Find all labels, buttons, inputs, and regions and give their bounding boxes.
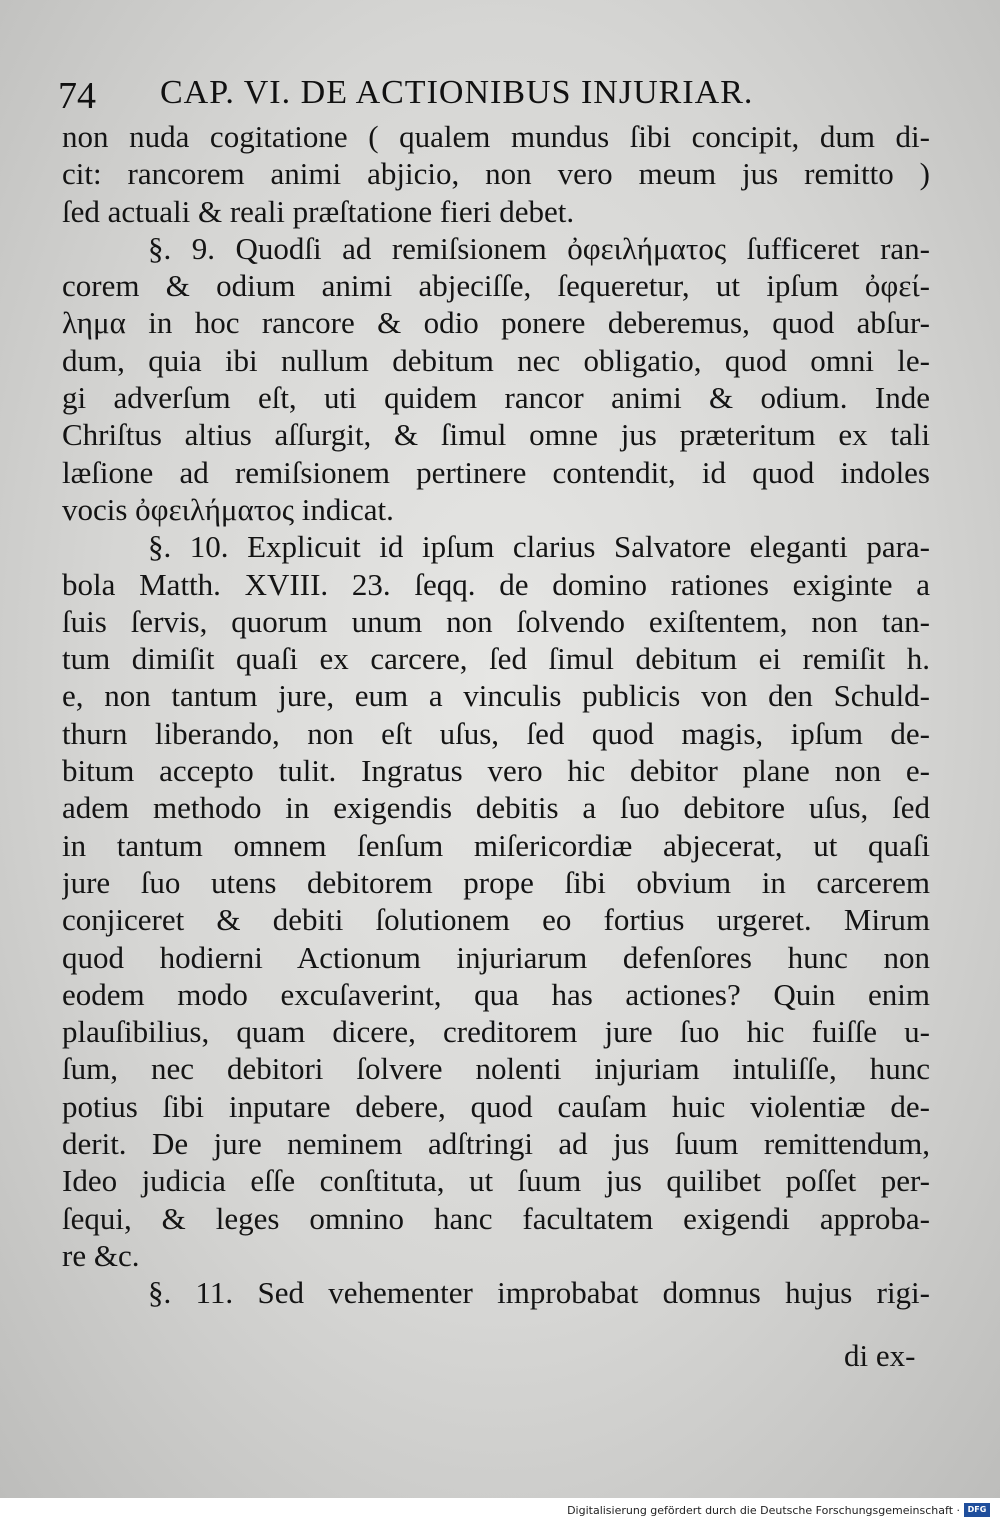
text-line: cit: rancorem animi abjicio, non vero meum jus remitto ) [62, 156, 930, 192]
text-line: læſione ad remiſsionem pertinere contendit, id quod indoles [62, 454, 930, 490]
text-line: re &c. [62, 1237, 140, 1273]
text-line: bitum accepto tulit. Ingratus vero hic debitor plane non e- [62, 753, 930, 789]
text-line: vocis ὀφειλήματος indicat. [62, 491, 394, 527]
text-line: conjiceret & debiti ſolutionem eo fortius urgeret. Mirum [62, 902, 930, 938]
text-line: eodem modo excuſaverint, qua has actiones? Quin enim [62, 976, 930, 1012]
text-line: dum, quia ibi nullum debitum nec obligatio, quod omni le- [62, 342, 930, 378]
text-line: λημα in hoc rancore & odio ponere deberemus, quod abſur- [62, 305, 930, 341]
text-line: non nuda cogitatione ( qualem mundus ſibi concipit, dum di- [62, 119, 930, 154]
text-line: ſuis ſervis, quorum unum non ſolvendo exiſtentem, non tan- [62, 603, 930, 639]
footer-credit: Digitalisierung gefördert durch die Deutsche Forschungsgemeinschaft · [567, 1504, 960, 1517]
page-number: 74 [58, 75, 96, 117]
text-line: in tantum omnem ſenſum miſericordiæ abjecerat, ut quaſi [62, 827, 930, 863]
text-line: §. 11. Sed vehementer improbabat domnus hujus rigi- [148, 1275, 930, 1311]
text-line: e, non tantum jure, eum a vinculis publicis von den Schuld- [62, 678, 930, 714]
text-line: Chriſtus altius aſſurgit, & ſimul omne jus præteritum ex tali [62, 417, 930, 453]
catchword: di ex- [844, 1338, 916, 1373]
text-line: adem methodo in exigendis debitis a ſuo debitore uſus, ſed [62, 790, 930, 826]
text-line: gi adverſum eſt, uti quidem rancor animi & odium. Inde [62, 380, 930, 416]
text-line: thurn liberando, non eſt uſus, ſed quod magis, ipſum de- [62, 715, 930, 751]
text-line: bola Matth. XVIII. 23. ſeqq. de domino rationes exiginte a [62, 566, 930, 602]
text-line: Ideo judicia eſſe conſtituta, ut ſuum jus quilibet poſſet per- [62, 1163, 930, 1199]
text-line: quod hodierni Actionum injuriarum defenſores hunc non [62, 939, 930, 975]
text-line: corem & odium animi abjeciſſe, ſequeretur, ut ipſum ὀφεί- [62, 268, 930, 304]
text-line: ſed actuali & reali præſtatione fieri debet. [62, 193, 575, 229]
footer-bar [0, 1498, 1000, 1523]
text-line: potius ſibi inputare debere, quod cauſam huic violentiæ de- [62, 1088, 930, 1124]
running-head: CAP. VI. DE ACTIONIBUS INJURIAR. [160, 74, 754, 111]
text-line: ſum, nec debitori ſolvere nolenti injuriam intuliſſe, hunc [62, 1051, 930, 1087]
text-line: derit. De jure neminem adſtringi ad jus ſuum remittendum, [62, 1126, 930, 1162]
text-line: tum dimiſit quaſi ex carcere, ſed ſimul debitum ei remiſit h. [62, 641, 930, 677]
text-line: ſequi, & leges omnino hanc facultatem exigendi approba- [62, 1200, 930, 1236]
dfg-logo-icon: DFG [964, 1503, 990, 1517]
body-text [62, 118, 930, 1312]
text-line: jure ſuo utens debitorem prope ſibi obvium in carcerem [62, 864, 930, 900]
text-line: §. 9. Quodſi ad remiſsionem ὀφειλήματος ſufficeret ran- [148, 230, 930, 266]
text-line: §. 10. Explicuit id ipſum clarius Salvatore eleganti para- [148, 529, 930, 565]
text-line: plauſibilius, quam dicere, creditorem jure ſuo hic fuiſſe u- [62, 1014, 930, 1050]
page-header [58, 74, 798, 124]
